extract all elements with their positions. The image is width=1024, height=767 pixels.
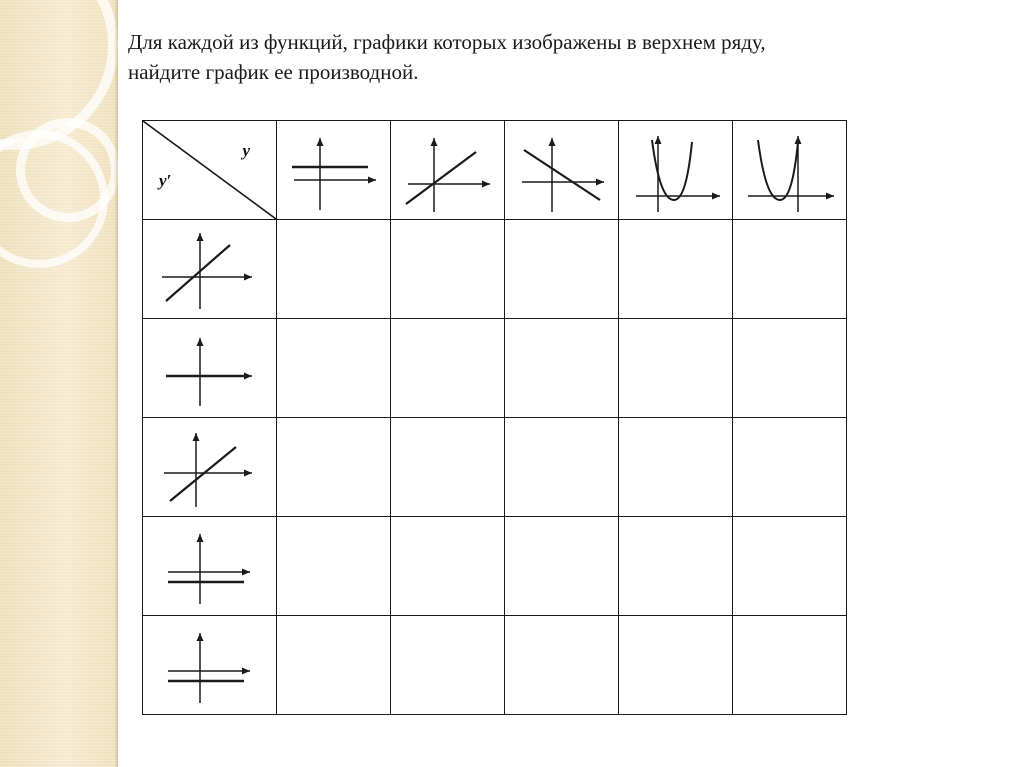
answer-cell-r5c1[interactable] (277, 616, 391, 715)
column-header-graph-line-increasing (391, 121, 505, 220)
table-row (143, 616, 847, 715)
answer-cell-r4c1[interactable] (277, 517, 391, 616)
answer-cell-r3c4[interactable] (619, 418, 733, 517)
table-row (143, 418, 847, 517)
row-header-graph-line-increasing-steep (143, 418, 277, 517)
column-axis-label: y (242, 141, 250, 160)
column-header-graph-parabola-right (619, 121, 733, 220)
page-title (128, 28, 996, 88)
answer-cell-r4c3[interactable] (505, 517, 619, 616)
graph-line-increasing-icon (394, 124, 502, 216)
answer-cell-r4c5[interactable] (733, 517, 847, 616)
table-row (143, 220, 847, 319)
answer-cell-r2c4[interactable] (619, 319, 733, 418)
title-line-2: найдите график ее производной. (128, 59, 419, 84)
answer-cell-r3c5[interactable] (733, 418, 847, 517)
answer-cell-r5c5[interactable] (733, 616, 847, 715)
column-header-graph-line-decreasing (505, 121, 619, 220)
title-line-1: Для каждой из функций, графики которых изображены в верхнем ряду, (128, 30, 766, 54)
row-header-graph-line-increasing-origin (143, 220, 277, 319)
answer-cell-r1c5[interactable] (733, 220, 847, 319)
table-row (143, 319, 847, 418)
table-row (143, 517, 847, 616)
answer-cell-r2c1[interactable] (277, 319, 391, 418)
row-header-graph-constant-negative-low-2 (143, 616, 277, 715)
matching-grid-table (142, 120, 847, 715)
graph-line-decreasing-icon (508, 124, 616, 216)
answer-cell-r5c4[interactable] (619, 616, 733, 715)
graph-constant-negative-low-icon (150, 520, 270, 612)
answer-cell-r4c2[interactable] (391, 517, 505, 616)
graph-zero-line-icon (150, 322, 270, 414)
corner-cell-axis-labels (143, 121, 277, 220)
decorative-ring-small (16, 118, 118, 222)
row-header-graph-constant-negative-low (143, 517, 277, 616)
answer-cell-r1c2[interactable] (391, 220, 505, 319)
answer-cell-r2c3[interactable] (505, 319, 619, 418)
decorative-side-band (0, 0, 118, 767)
table-header-row (143, 121, 847, 220)
band-edge-shadow (114, 0, 118, 767)
graph-constant-negative-low-2-icon (150, 619, 270, 711)
answer-cell-r4c4[interactable] (619, 517, 733, 616)
graph-line-increasing-origin-icon (150, 223, 270, 315)
answer-cell-r5c3[interactable] (505, 616, 619, 715)
diagonal-divider-icon (143, 121, 276, 219)
answer-cell-r3c1[interactable] (277, 418, 391, 517)
column-header-graph-parabola-left (733, 121, 847, 220)
answer-cell-r1c4[interactable] (619, 220, 733, 319)
graph-line-increasing-steep-icon (150, 421, 270, 513)
graph-parabola-left-icon (736, 124, 844, 216)
column-header-graph-constant-positive (277, 121, 391, 220)
graph-constant-positive-icon (280, 124, 388, 216)
row-axis-label: y′ (159, 171, 172, 190)
answer-cell-r5c2[interactable] (391, 616, 505, 715)
answer-cell-r2c5[interactable] (733, 319, 847, 418)
row-header-graph-zero-line (143, 319, 277, 418)
answer-cell-r3c2[interactable] (391, 418, 505, 517)
graph-parabola-right-icon (622, 124, 730, 216)
answer-cell-r1c3[interactable] (505, 220, 619, 319)
answer-cell-r3c3[interactable] (505, 418, 619, 517)
answer-cell-r2c2[interactable] (391, 319, 505, 418)
answer-cell-r1c1[interactable] (277, 220, 391, 319)
